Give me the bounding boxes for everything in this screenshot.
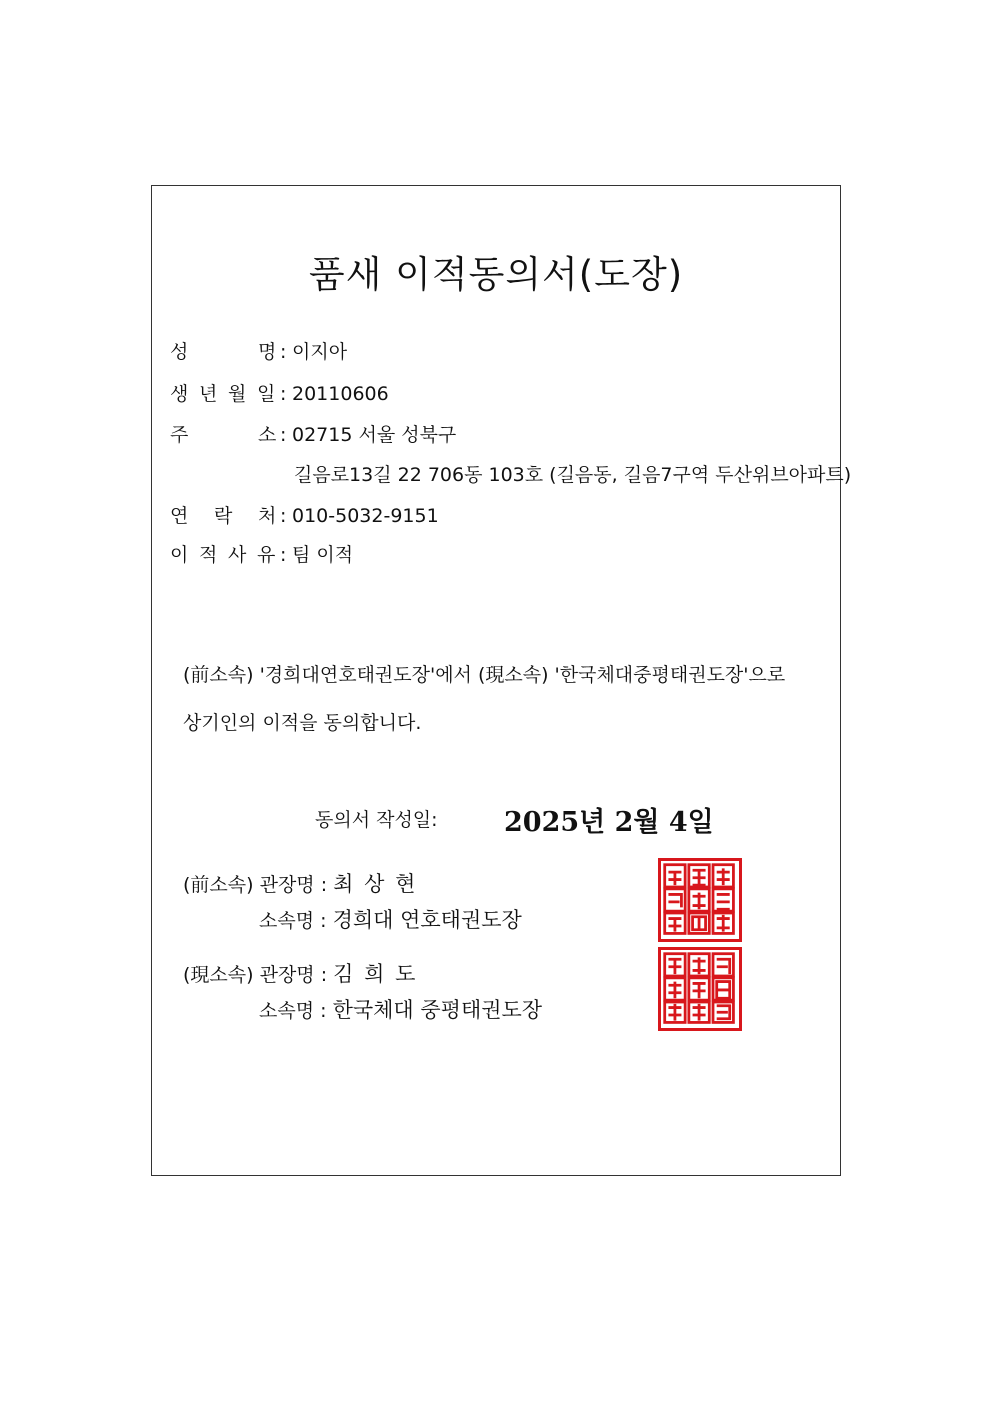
current-tag: (現소속) xyxy=(183,964,254,986)
consent-line-2: 상기인의 이적을 동의합니다. xyxy=(183,712,422,734)
previous-club-row xyxy=(259,904,522,934)
current-club-row xyxy=(259,994,542,1024)
current-club-value: 한국체대 중평태권도장 xyxy=(332,998,543,1022)
date-label: 동의서 작성일: xyxy=(315,809,438,831)
previous-seal-icon xyxy=(658,858,742,942)
contact-row xyxy=(170,503,439,529)
colon: : xyxy=(280,505,287,527)
previous-club-label: 소속명 xyxy=(259,910,315,932)
address-row xyxy=(170,422,456,448)
colon: : xyxy=(280,544,287,566)
current-director-row xyxy=(183,958,417,988)
colon: : xyxy=(280,341,287,363)
birth-row xyxy=(170,381,389,407)
consent-line-1: (前소속) '경희대연호태권도장'에서 (現소속) '한국체대중평태권도장'으로 xyxy=(183,664,786,686)
reason-label: 이 적 사 유 xyxy=(170,544,276,566)
birth-value: 20110606 xyxy=(292,383,389,405)
birth-label: 생 년 월 일 xyxy=(170,383,276,405)
current-director-label: 관장명 xyxy=(259,964,315,986)
current-director-value: 김 희 도 xyxy=(333,962,418,986)
colon: : xyxy=(320,874,328,896)
previous-director-value: 최 상 현 xyxy=(333,872,418,896)
colon: : xyxy=(320,1000,327,1022)
contact-label: 연 락 처 xyxy=(170,505,277,527)
current-club-label: 소속명 xyxy=(259,1000,315,1022)
document-title: 품새 이적동의서(도장) xyxy=(308,253,684,296)
date-value: 2025년 2월 4일 xyxy=(504,807,714,838)
current-seal-icon xyxy=(658,947,742,1031)
address-label: 주 소 xyxy=(170,424,277,446)
name-row xyxy=(170,339,347,365)
colon: : xyxy=(320,964,328,986)
contact-value: 010-5032-9151 xyxy=(292,505,439,527)
reason-row xyxy=(170,542,353,568)
colon: : xyxy=(280,424,287,446)
address-value-line2: 길음로13길 22 706동 103호 (길음동, 길음7구역 두산위브아파트) xyxy=(294,464,852,486)
previous-club-value: 경희대 연호태권도장 xyxy=(332,908,522,932)
address-value-line1: 02715 서울 성북구 xyxy=(292,424,457,446)
name-value: 이지아 xyxy=(292,341,348,363)
previous-tag: (前소속) xyxy=(183,874,254,896)
previous-director-row xyxy=(183,868,417,898)
colon: : xyxy=(280,383,287,405)
colon: : xyxy=(320,910,327,932)
reason-value: 팀 이적 xyxy=(292,544,354,566)
previous-director-label: 관장명 xyxy=(259,874,315,896)
name-label: 성 명 xyxy=(170,341,277,363)
